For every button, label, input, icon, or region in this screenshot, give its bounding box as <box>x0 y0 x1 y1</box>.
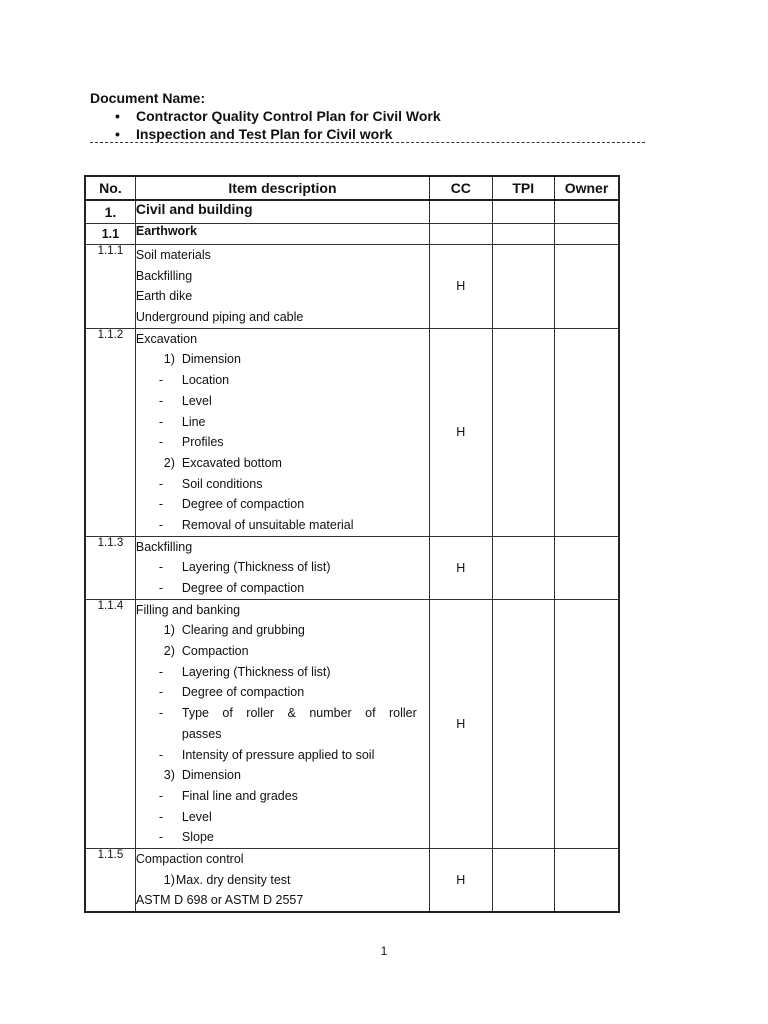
inspection-test-plan-table <box>84 175 620 913</box>
description-text: Soil conditions <box>181 476 263 491</box>
owner-cell <box>554 224 619 245</box>
description-line: Compaction control <box>135 851 244 866</box>
description-text: Line <box>181 414 206 429</box>
description-text: Slope <box>181 830 214 845</box>
owner-cell <box>554 245 619 329</box>
cc-cell <box>430 224 492 245</box>
table-row <box>85 245 619 329</box>
tpi-cell <box>492 245 554 329</box>
tpi-cell <box>492 599 554 848</box>
list-marker: 1) <box>163 352 175 367</box>
header-item-description: Item description <box>135 176 429 200</box>
table-row <box>85 328 619 536</box>
cc-value: H <box>430 599 492 848</box>
description-text: Max. dry density test <box>175 872 291 887</box>
description-text: Dimension <box>181 768 241 783</box>
list-marker: - <box>158 581 164 595</box>
cc-value: H <box>430 245 492 329</box>
list-marker: - <box>158 497 164 512</box>
description-line: Excavation <box>135 331 198 346</box>
list-marker: - <box>158 788 164 803</box>
list-marker: - <box>158 747 164 762</box>
owner-cell <box>554 328 619 536</box>
cc-cell <box>430 200 492 224</box>
bullet-icon: • <box>115 126 120 142</box>
list-marker: - <box>158 706 164 721</box>
cc-value: H <box>430 848 492 912</box>
list-marker: - <box>158 664 164 679</box>
bullet-icon: • <box>115 108 120 124</box>
list-marker: - <box>158 373 164 388</box>
tpi-cell <box>492 536 554 599</box>
list-marker: - <box>158 476 164 491</box>
description-text: Intensity of pressure applied to soil <box>181 747 375 762</box>
description-text: Location <box>181 373 230 388</box>
description-text: Profiles <box>181 435 224 450</box>
list-marker: - <box>158 435 164 450</box>
document-name-item: • Contractor Quality Control Plan for Civil Work <box>115 108 441 124</box>
item-description <box>135 599 429 848</box>
description-continuation: passes <box>181 726 222 741</box>
list-marker: 1) <box>163 872 175 887</box>
list-marker: 2) <box>163 644 175 659</box>
item-description <box>135 848 429 912</box>
owner-cell <box>554 848 619 912</box>
subsection-title: Earthwork <box>135 224 429 245</box>
description-sub-line <box>136 620 429 641</box>
list-marker: - <box>158 414 164 429</box>
document-name-item: • Inspection and Test Plan for Civil work <box>115 126 393 142</box>
list-marker: 3) <box>163 768 175 783</box>
list-marker: - <box>158 517 164 532</box>
description-sub-line <box>136 641 429 662</box>
description-text: Dimension <box>181 352 241 367</box>
item-description <box>135 536 429 599</box>
table-header-row <box>85 176 619 200</box>
tpi-cell <box>492 200 554 224</box>
description-sub-line <box>136 807 429 828</box>
tpi-cell <box>492 848 554 912</box>
description-text: Degree of compaction <box>181 581 305 595</box>
description-sub-line <box>136 703 429 724</box>
description-text: Degree of compaction <box>181 685 305 700</box>
item-number: 1.1.4 <box>85 599 135 848</box>
description-sub-line <box>136 870 429 891</box>
cc-value: H <box>430 328 492 536</box>
subsection-row <box>85 224 619 245</box>
tpi-cell <box>492 328 554 536</box>
description-sub-line <box>136 432 429 453</box>
description-line: Earth dike <box>135 289 193 304</box>
description-sub-line <box>136 370 429 391</box>
description-line: Backfilling <box>135 539 193 554</box>
description-sub-line <box>136 494 429 515</box>
item-number: 1.1.5 <box>85 848 135 912</box>
table-row <box>85 599 619 848</box>
owner-cell <box>554 536 619 599</box>
header-owner: Owner <box>554 176 619 200</box>
tpi-cell <box>492 224 554 245</box>
document-header <box>90 89 650 143</box>
list-marker: - <box>158 560 164 575</box>
description-line: Backfilling <box>135 268 193 283</box>
description-sub-line <box>136 682 429 703</box>
item-number: 1.1.1 <box>85 245 135 329</box>
owner-cell <box>554 599 619 848</box>
cc-value: H <box>430 536 492 599</box>
item-description <box>135 245 429 329</box>
list-marker: - <box>158 393 164 408</box>
table-row <box>85 536 619 599</box>
page-number: 1 <box>380 944 388 958</box>
document-name-label: Document Name: <box>90 90 206 106</box>
list-marker: - <box>158 685 164 700</box>
description-sub-line <box>136 391 429 412</box>
header-no: No. <box>85 176 135 200</box>
description-line: Underground piping and cable <box>135 310 304 325</box>
dashed-separator <box>90 142 645 143</box>
description-line: Soil materials <box>135 248 211 262</box>
description-sub-line <box>136 557 429 578</box>
header-tpi: TPI <box>492 176 554 200</box>
description-text: Type of roller & number of roller <box>181 706 417 721</box>
description-text: Final line and grades <box>181 788 298 803</box>
list-marker: 1) <box>163 623 175 638</box>
description-text: Layering (Thickness of list) <box>181 664 331 679</box>
description-sub-line <box>136 786 429 807</box>
description-sub-line <box>136 474 429 495</box>
section-row <box>85 200 619 224</box>
item-number: 1.1.3 <box>85 536 135 599</box>
list-marker: - <box>158 830 164 845</box>
description-sub-line <box>136 515 429 536</box>
description-line: ASTM D 698 or ASTM D 2557 <box>135 893 304 908</box>
description-text: Level <box>181 809 212 824</box>
description-text: Removal of unsuitable material <box>181 517 354 532</box>
description-text: Level <box>181 393 212 408</box>
subsection-number: 1.1 <box>85 224 135 245</box>
description-text: Degree of compaction <box>181 497 305 512</box>
table-row <box>85 848 619 912</box>
document-name-list <box>90 107 650 143</box>
description-sub-line <box>136 662 429 683</box>
owner-cell <box>554 200 619 224</box>
description-sub-line <box>136 827 429 848</box>
description-sub-line <box>136 412 429 433</box>
section-number: 1. <box>85 200 135 224</box>
description-sub-line <box>136 578 429 599</box>
description-sub-line <box>136 745 429 766</box>
description-line: Filling and banking <box>135 602 241 617</box>
description-sub-line <box>136 349 429 370</box>
description-text: Excavated bottom <box>181 455 282 470</box>
section-title: Civil and building <box>135 200 429 224</box>
description-text: Layering (Thickness of list) <box>181 560 331 575</box>
header-cc: CC <box>430 176 492 200</box>
item-number: 1.1.2 <box>85 328 135 536</box>
description-sub-line <box>136 765 429 786</box>
description-text: Compaction <box>181 644 249 659</box>
list-marker: - <box>158 809 164 824</box>
list-marker: 2) <box>163 455 175 470</box>
item-description <box>135 328 429 536</box>
description-sub-line <box>136 453 429 474</box>
description-text: Clearing and grubbing <box>181 623 305 638</box>
